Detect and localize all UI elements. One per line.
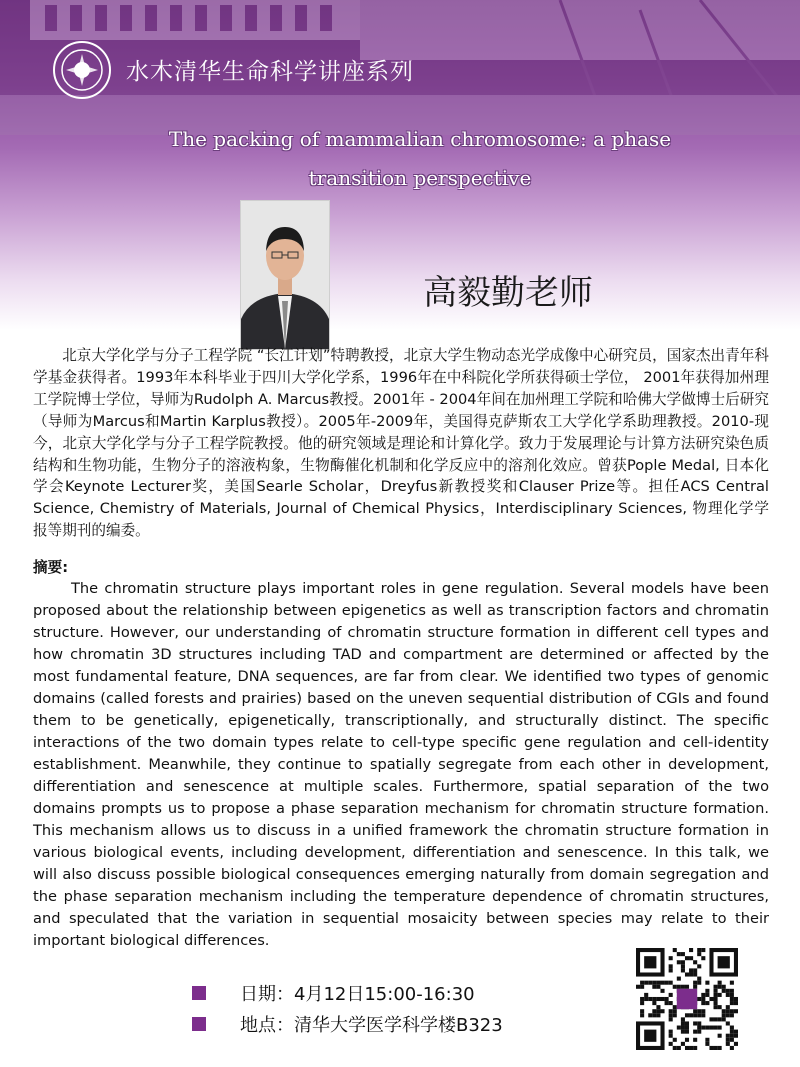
square-bullet-icon: [192, 1017, 206, 1031]
talk-title: [150, 120, 690, 198]
event-location: 地点：清华大学医学科学楼B323: [240, 1015, 503, 1036]
qr-code-icon[interactable]: [636, 948, 738, 1050]
event-date: 日期：4月12日15:00-16:30: [240, 984, 475, 1005]
square-bullet-icon: [192, 986, 206, 1000]
talk-title-line-2: transition perspective: [308, 166, 532, 190]
speaker-photo: [240, 200, 330, 350]
abstract-heading: 摘要:: [33, 559, 69, 576]
tsinghua-seal-icon: [52, 40, 112, 100]
abstract-text: The chromatin structure plays important roles in gene regulation. Several models have been proposed about the relationship between epigenetics as well as transcription factors and chromatin structure. However, our understanding of chromatin structure formation in different cell types and how chromatin 3D structures including TAD and compartment are determined or affected by the most fundamental feature, DNA sequences, are far from clear. We identified two types of genomic domains (called forests and prairies) based on the uneven sequential distribution of CGIs and found them to be genetically, epigenetically, transcriptionally, and structurally distinct. The specific interactions of the two domain types relate to cell-type specific gene regulation and cell-identity establishment. Meanwhile, they continue to spatially segregate from each other in development, differentiation and senescence at multiple scales. Furthermore, spatial separation of the two domains prompts us to propose a phase separation mechanism for chromatin structure formation. This mechanism allows us to discuss in a unified framework the chromatin structure formation in various biological events, including development, differentiation and senescence. In this talk, we will also discuss possible biological consequences emerging naturally from domain segregation and the phase separation mechanism including the temperature dependence of chromatin structures, and speculated that the variation in sequential mosaicity between species may relate to their important biological differences.: [33, 580, 769, 949]
event-location-row: [192, 1011, 503, 1037]
speaker-name: 高毅勤老师: [423, 273, 593, 313]
header-banner: [0, 0, 800, 330]
lecture-series-title: 水木清华生命科学讲座系列: [126, 59, 414, 85]
speaker-portrait-image: [241, 201, 329, 349]
talk-title-line-1: The packing of mammalian chromosome: a phase: [168, 127, 672, 151]
event-date-row: [192, 980, 475, 1006]
speaker-bio: 北京大学化学与分子工程学院 “长江计划”特聘教授，北京大学生物动态光学成像中心研究员，国家杰出青年科学基金获得者。1993年本科毕业于四川大学化学系，1996年在中科院化学所获得硕士学位， 2001年获得加州理工学院博士学位，导师为Rudolph A. Marcus教授。2001年 - 2004年间在加州理工学院和哈佛大学做博士后研究（导师为Marcus和Martin Karplus教授）。2005年-2009年，美国得克萨斯农工大学化学系助理教授。2010-现今，北京大学化学与分子工程学院教授。他的研究领域是理论和计算化学。致力于发展理论与计算方法研究染色质结构和生物功能，生物分子的溶液构象，生物酶催化机制和化学反应中的溶剂化效应。曾获Pople Medal, 日本化学会Keynote Lecturer奖，美国Searle Scholar，Dreyfus新教授奖和Clauser Prize等。担任ACS Central Science, Chemistry of Materials, Journal of Chemical Physics，Interdisciplinary Sciences, 物理化学学报等期刊的编委。: [33, 347, 769, 540]
